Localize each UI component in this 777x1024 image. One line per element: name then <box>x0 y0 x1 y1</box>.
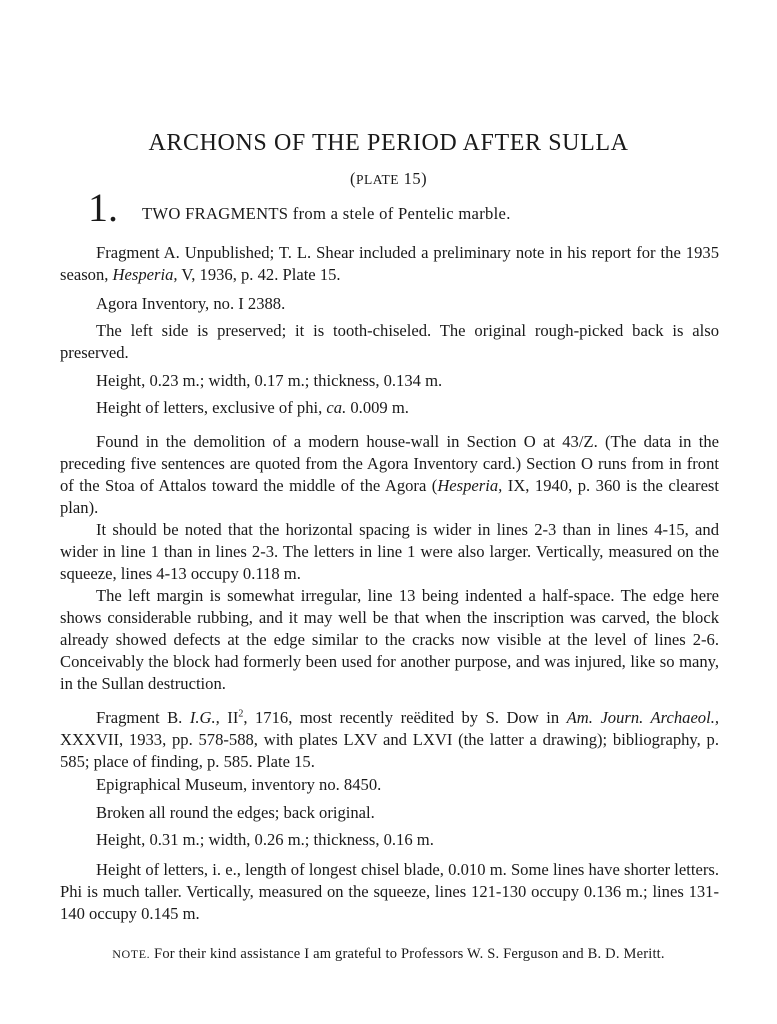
findspot-ref: IX, 1940, p. 360 is the clearest plan). <box>60 476 720 517</box>
note-text: For their kind assistance I am grateful to Professors W. S. Ferguson and B. D. Meritt. <box>150 946 665 962</box>
fragment-b-pub-text: , 1716, most recently reëdited by S. Dow in <box>243 708 567 727</box>
entry-heading <box>88 185 648 232</box>
fragment-a-inventory: Agora Inventory, no. I 2388. <box>96 294 286 313</box>
plate-open-paren: ( <box>349 169 356 188</box>
entry-number: 1. <box>88 185 118 230</box>
fragment-a-publication <box>60 242 719 286</box>
ig-abbrev: I.G., <box>189 708 220 727</box>
fragment-b-museum: Epigraphical Museum, inventory no. 8450. <box>96 775 382 794</box>
letter-height-text: Height of letters, exclusive of phi, <box>96 398 327 417</box>
ig-volume: II <box>219 708 239 727</box>
fragment-a-letter-height <box>96 397 409 419</box>
letter-height-value: 0.009 m. <box>346 398 409 417</box>
fragment-a-pub-ref: V, 1936, p. 42. Plate 15. <box>177 265 341 284</box>
fragment-a-spacing: It should be noted that the horizontal spacing is wider in lines 2-3 than in lines 4-15, and wider in line 1 than in lines 2-3. The letters in line 1 were also larger. Vertically, measured on the squeeze, lines 4-13 occupy 0.118 m. <box>60 520 719 583</box>
fragment-b-label: Fragment B. <box>96 708 190 727</box>
fragment-a-margin: The left margin is somewhat irregular, line 13 being indented a half-space. The edge here shows considerable rubbing, and it may well be that when the inscription was carved, the block already showed defects at the edge similar to the cracks now visible at the level of lines 2-6. Conceivably the block had formerly been used for another purpose, and was injured, like so many, in the Sullan destruction. <box>60 586 719 693</box>
plate-word: PLATE <box>355 172 399 187</box>
fragment-b-letter-height: Height of letters, i. e., length of longest chisel blade, 0.010 m. Some lines have shorter letters. Phi is much taller. Vertically, measured on the squeeze, lines 121-130 occupy 0.136 m.; lines 131-140 occupy 0.145 m. <box>60 860 719 923</box>
fragment-a-dimensions: Height, 0.23 m.; width, 0.17 m.; thickness, 0.134 m. <box>96 371 443 390</box>
fragment-b-pub-ref: XXXVII, 1933, pp. 578-588, with plates LXV and LXVI (the latter a drawing); bibliography, p. 585; place of finding, p. 585. Plate 15. <box>60 730 719 771</box>
fragment-b-publication <box>60 707 719 773</box>
footnote <box>0 943 777 965</box>
entry-description: TWO FRAGMENTS from a stele of Pentelic marble. <box>142 204 511 223</box>
fragment-b-dimensions: Height, 0.31 m.; width, 0.26 m.; thickness, 0.16 m. <box>96 830 434 849</box>
circa-abbrev: ca. <box>326 398 347 417</box>
findspot-text: Found in the demolition of a modern house-wall in Section O at 43/Z. (The data in the preceding five sentences are quoted from the Agora Inventory card.) Section O runs from in front of the Stoa of Attalos toward the middle of the Agora ( <box>60 432 719 495</box>
ig-edition-sup: 2 <box>238 708 244 720</box>
fragment-a-condition: The left side is preserved; it is tooth-chiseled. The original rough-picked back is also preserved. <box>60 321 719 362</box>
fragment-a-pub-text: Fragment A. Unpublished; T. L. Shear included a preliminary note in his report for the 1935 season, <box>60 243 719 284</box>
journal-title: Hesperia, <box>112 265 178 284</box>
plate-number: 15) <box>398 169 428 188</box>
page-title: ARCHONS OF THE PERIOD AFTER SULLA <box>148 130 629 156</box>
fragment-b-condition: Broken all round the edges; back original. <box>96 803 375 822</box>
fragment-a-findspot <box>60 431 719 519</box>
journal-title: Hesperia, <box>437 476 503 495</box>
journal-title: Am. Journ. Archaeol., <box>566 708 720 727</box>
note-label: NOTE. <box>112 947 151 961</box>
